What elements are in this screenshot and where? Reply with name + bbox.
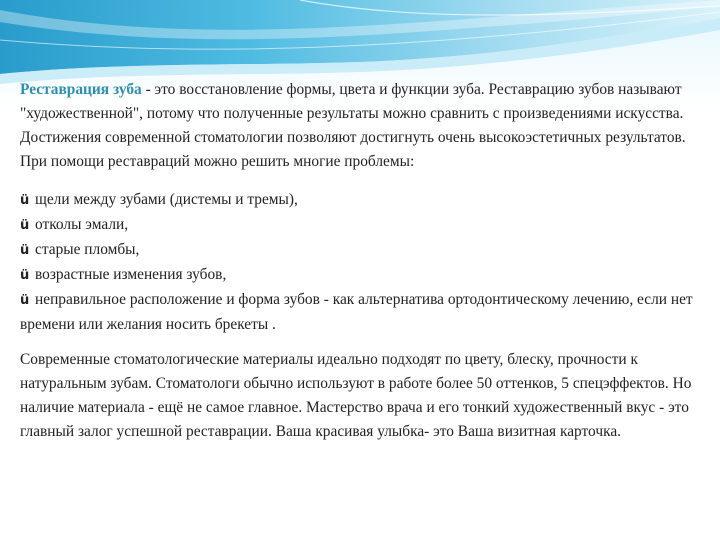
checkmark-icon: ü xyxy=(20,193,30,208)
checkmark-icon: ü xyxy=(20,293,30,308)
highlighted-term: Реставрация зуба xyxy=(20,81,142,98)
closing-paragraph: Современные стоматологические материалы идеально подходят по цвету, блеску, прочности к натуральным зубам. Стоматологи обычно используют в работе более 50 оттенков, 5 спецэффектов. Но наличие материала - ещё не самое главное. Мастерство врача и его тонкий художественный вкус - это главный залог успешной реставрации. Ваша красивая улыбка- это Ваша визитная карточка. xyxy=(20,351,692,440)
checkmark-icon: ü xyxy=(20,243,30,258)
slide-body xyxy=(20,78,706,444)
problem-checklist xyxy=(20,188,706,337)
intro-text: - это восстановление формы, цвета и функции зуба. Реставрацию зубов называют "художественной", потому что полученные результаты можно сравнить с произведениями искусства. Достижения современной стоматологии позволяют достигнуть очень высокоэстетичных результатов. При помощи реставраций можно решить многие проблемы: xyxy=(20,81,686,170)
checklist-item: ü неправильное расположение и форма зубов - как альтернатива ортодонтическому лечению, если нет времени или желания носить брекеты . xyxy=(20,291,693,333)
checklist-item: ü щели между зубами (дистемы и тремы), xyxy=(20,188,706,213)
checkmark-icon: ü xyxy=(20,218,30,233)
checklist-item: ü отколы эмали, xyxy=(20,213,706,238)
intro-paragraph xyxy=(20,78,706,174)
checklist-item: ü старые пломбы, xyxy=(20,238,706,263)
checklist-item: ü возрастные изменения зубов, xyxy=(20,263,706,288)
checkmark-icon: ü xyxy=(20,268,30,283)
